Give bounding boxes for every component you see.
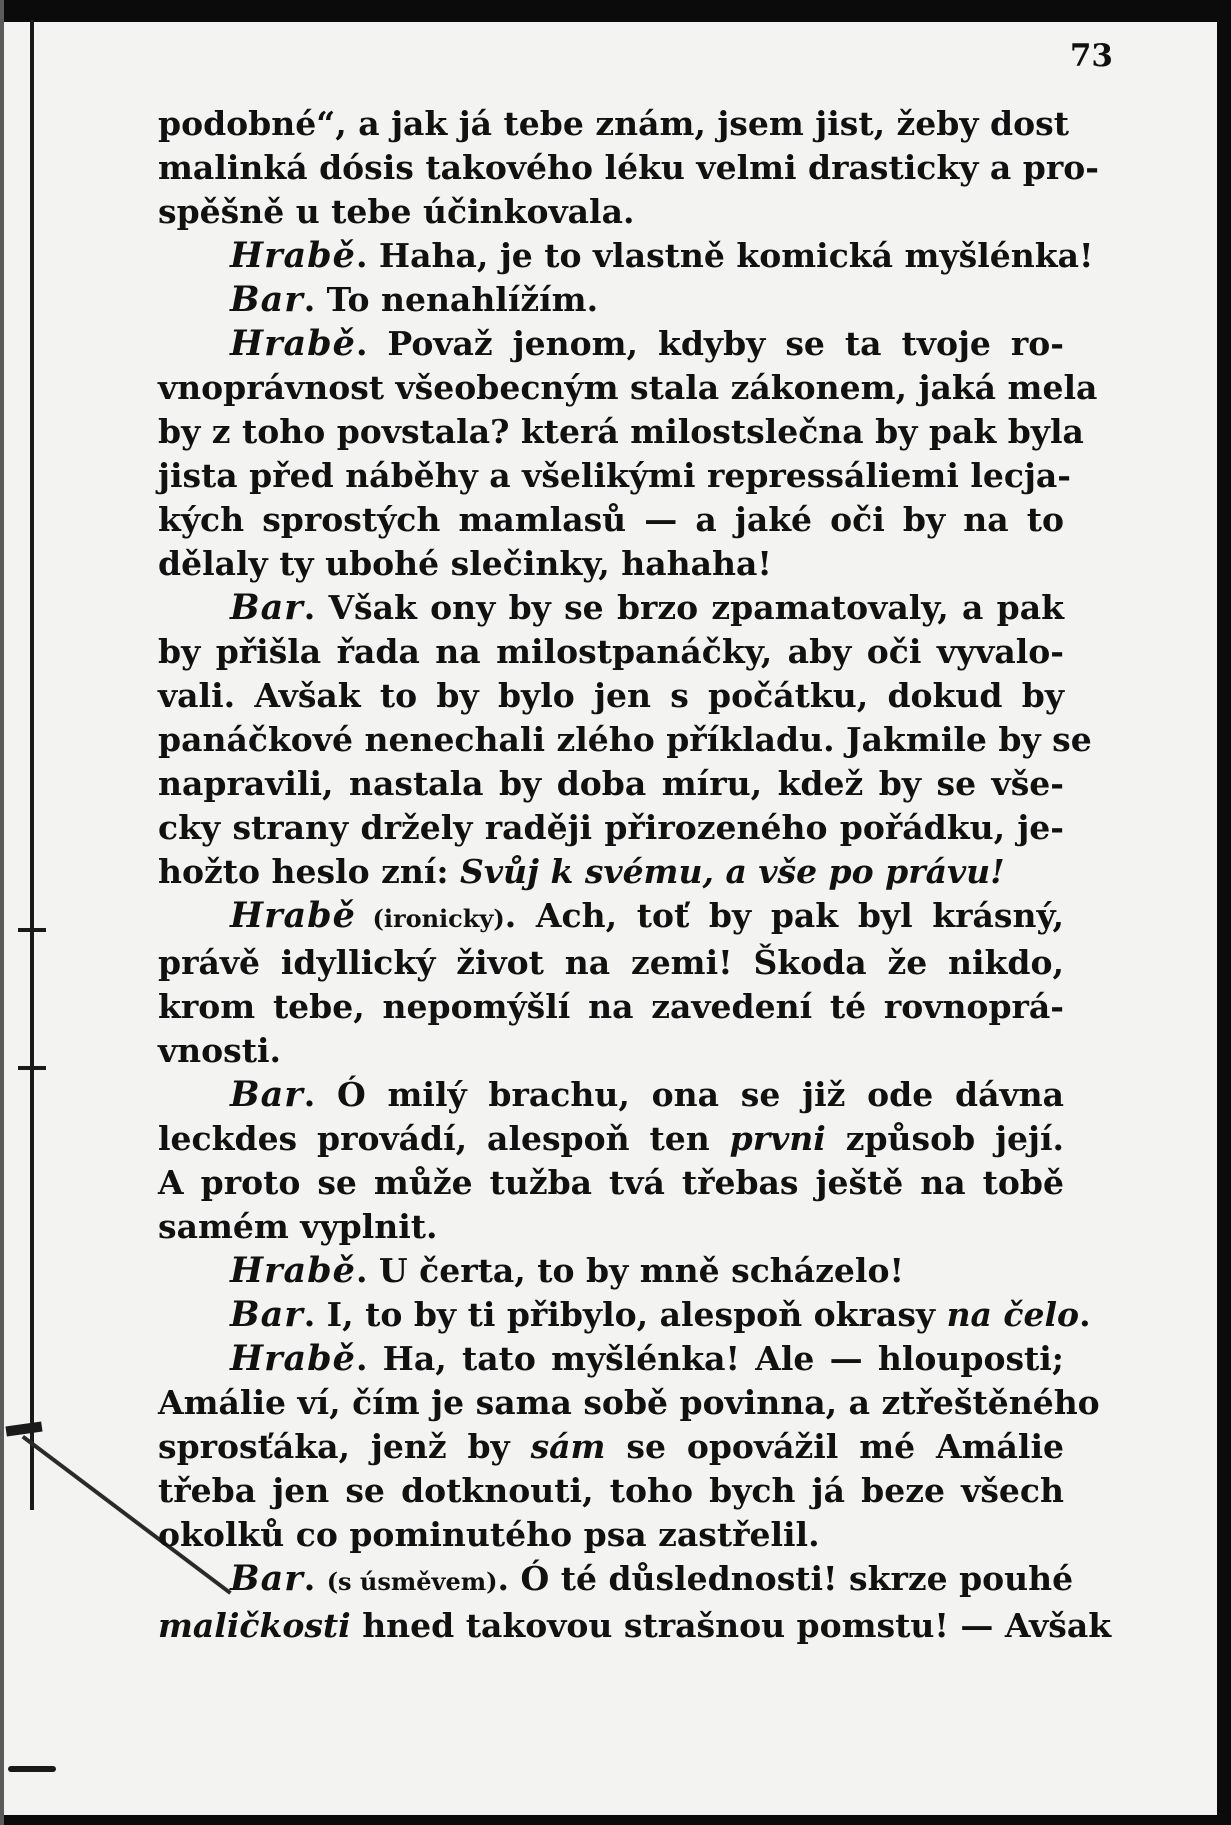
text-run: způsob její. (825, 1119, 1064, 1158)
text-run: vali. Avšak to by bylo jen s počátku, dokud by (158, 676, 1064, 715)
text-run: se opovážil mé Amálie (605, 1427, 1064, 1466)
text-run: dělaly ty ubohé slečinky, hahaha! (158, 544, 772, 583)
text-line (158, 146, 1099, 190)
text-line (158, 410, 1084, 454)
text-line (158, 190, 1064, 234)
text-run: okolků co pominutého psa zastřelil. (158, 1515, 820, 1554)
scan-border-left (0, 0, 4, 1825)
text-run: třeba jen se dotknouti, toho bych já beze všech (158, 1471, 1064, 1510)
text-run: hožto heslo zní: (158, 852, 461, 891)
text-run: . Haha, je to vlastně komická myšlénka! (355, 236, 1094, 275)
page-number: 73 (1069, 38, 1113, 74)
text-run: by z toho povstala? která milostslečna by pak byla (158, 412, 1084, 451)
speaker-name: Hrabě (230, 895, 356, 936)
binding-mark (18, 1066, 46, 1070)
text-line (158, 586, 1064, 630)
text-line (158, 762, 1064, 806)
text-line (158, 454, 1071, 498)
text-run: leckdes provádí, alespoň ten (158, 1119, 730, 1158)
text-run: . I, to by ti přibylo, alespoň okrasy (303, 1295, 947, 1334)
text-run: . Považ jenom, kdyby se ta tvoje ro- (355, 324, 1064, 363)
text-run: panáčkové nenechali zlého příkladu. Jakmile by se (158, 720, 1092, 759)
text-line (158, 1604, 1112, 1648)
text-run: . Však ony by se brzo zpamatovaly, a pak (303, 588, 1064, 627)
binding-mark (18, 928, 46, 932)
text-line (158, 234, 1094, 278)
text-run: na čelo (946, 1295, 1080, 1334)
text-line (158, 985, 1064, 1029)
speaker-name: Hrabě (230, 235, 356, 276)
speaker-name: Hrabě (230, 1338, 356, 1379)
speaker-name: Bar (230, 1074, 304, 1115)
text-run: kých sprostých mamlasů — a jaké oči by na to (158, 500, 1064, 539)
text-line (158, 542, 1064, 586)
text-line (158, 1293, 1091, 1337)
text-run: Amálie ví, čím je sama sobě povinna, a ztřeštěného (158, 1383, 1100, 1422)
text-run: . Ha, tato myšlénka! Ale — hlouposti; (355, 1339, 1064, 1378)
scan-border-right (1217, 0, 1231, 1825)
text-line (158, 322, 1064, 366)
text-run: vnosti. (158, 1031, 282, 1070)
text-run: . Ó milý brachu, ona se již ode dávna (303, 1075, 1064, 1114)
text-run: právě idyllický život na zemi! Škoda že nikdo, (158, 943, 1064, 982)
text-line (158, 850, 1064, 894)
text-run: sám (530, 1427, 606, 1466)
text-run: . To nenahlížím. (303, 280, 599, 319)
text-line (158, 366, 1098, 410)
text-run: maličkosti (158, 1606, 351, 1645)
text-line (158, 941, 1064, 985)
text-line (158, 630, 1064, 674)
text-run: podobné“, a jak já tebe znám, jsem jist, žeby dost (158, 104, 1069, 143)
speaker-name: Bar (230, 587, 304, 628)
text-line (158, 1557, 1074, 1604)
text-line (158, 102, 1069, 146)
text-run: . (303, 1559, 327, 1598)
speaker-name: Bar (230, 1558, 304, 1599)
text-run: jista před náběhy a všelikými repressáliemi lecja- (158, 456, 1071, 495)
text-line (158, 1469, 1064, 1513)
text-run: A proto se může tužba tvá třebas ještě na tobě (158, 1163, 1064, 1202)
text-line (158, 806, 1064, 850)
page-text (158, 102, 1112, 1648)
speaker-name: Bar (230, 279, 304, 320)
text-line (158, 1381, 1100, 1425)
text-line (158, 1337, 1064, 1381)
text-line (158, 1117, 1064, 1161)
text-run: hned takovou strašnou pomstu! — Avšak (350, 1606, 1112, 1645)
text-line (158, 1161, 1064, 1205)
text-run: krom tebe, nepomýšlí na zavedení té rovnoprá- (158, 987, 1064, 1026)
binding-edge (30, 20, 34, 1510)
text-line (158, 498, 1064, 542)
text-run: samém vyplnit. (158, 1207, 438, 1246)
text-line (158, 1073, 1064, 1117)
text-run: (ironicky) (355, 904, 505, 933)
text-line (158, 1029, 1064, 1073)
edge-mark (8, 1766, 56, 1772)
text-run: . (1079, 1295, 1091, 1334)
text-line (158, 278, 1064, 322)
text-run: (s úsměvem) (326, 1567, 498, 1596)
speaker-name: Hrabě (230, 1250, 356, 1291)
text-run: malinká dósis takového léku velmi drasticky a pro- (158, 148, 1099, 187)
text-line (158, 1513, 1064, 1557)
text-run: cky strany držely raději přirozeného pořádku, je- (158, 808, 1064, 847)
text-run: sprosťáka, jenž by (158, 1427, 531, 1466)
text-run: napravili, nastala by doba míru, kdež by se vše- (158, 764, 1064, 803)
text-run: vnoprávnost všeobecným stala zákonem, jaká mela (158, 368, 1098, 407)
text-run: . Ó té důslednosti! skrze pouhé (497, 1559, 1074, 1598)
scan-border-top (0, 0, 1231, 22)
text-line (158, 718, 1092, 762)
text-run: . U čerta, to by mně scházelo! (355, 1251, 904, 1290)
text-line (158, 674, 1064, 718)
text-run: . Ach, toť by pak byl krásný, (504, 896, 1064, 935)
scan-border-bottom (0, 1815, 1231, 1825)
speaker-name: Bar (230, 1294, 304, 1335)
speaker-name: Hrabě (230, 323, 356, 364)
text-run: Svůj k svému, a vše po právu! (460, 852, 1005, 891)
text-run: spěšně u tebe účinkovala. (158, 192, 635, 231)
text-line (158, 1205, 1064, 1249)
text-run: by přišla řada na milostpanáčky, aby oči vyvalo- (158, 632, 1064, 671)
text-line (158, 894, 1064, 941)
text-line (158, 1249, 1064, 1293)
text-run: prvni (729, 1119, 826, 1158)
text-line (158, 1425, 1064, 1469)
